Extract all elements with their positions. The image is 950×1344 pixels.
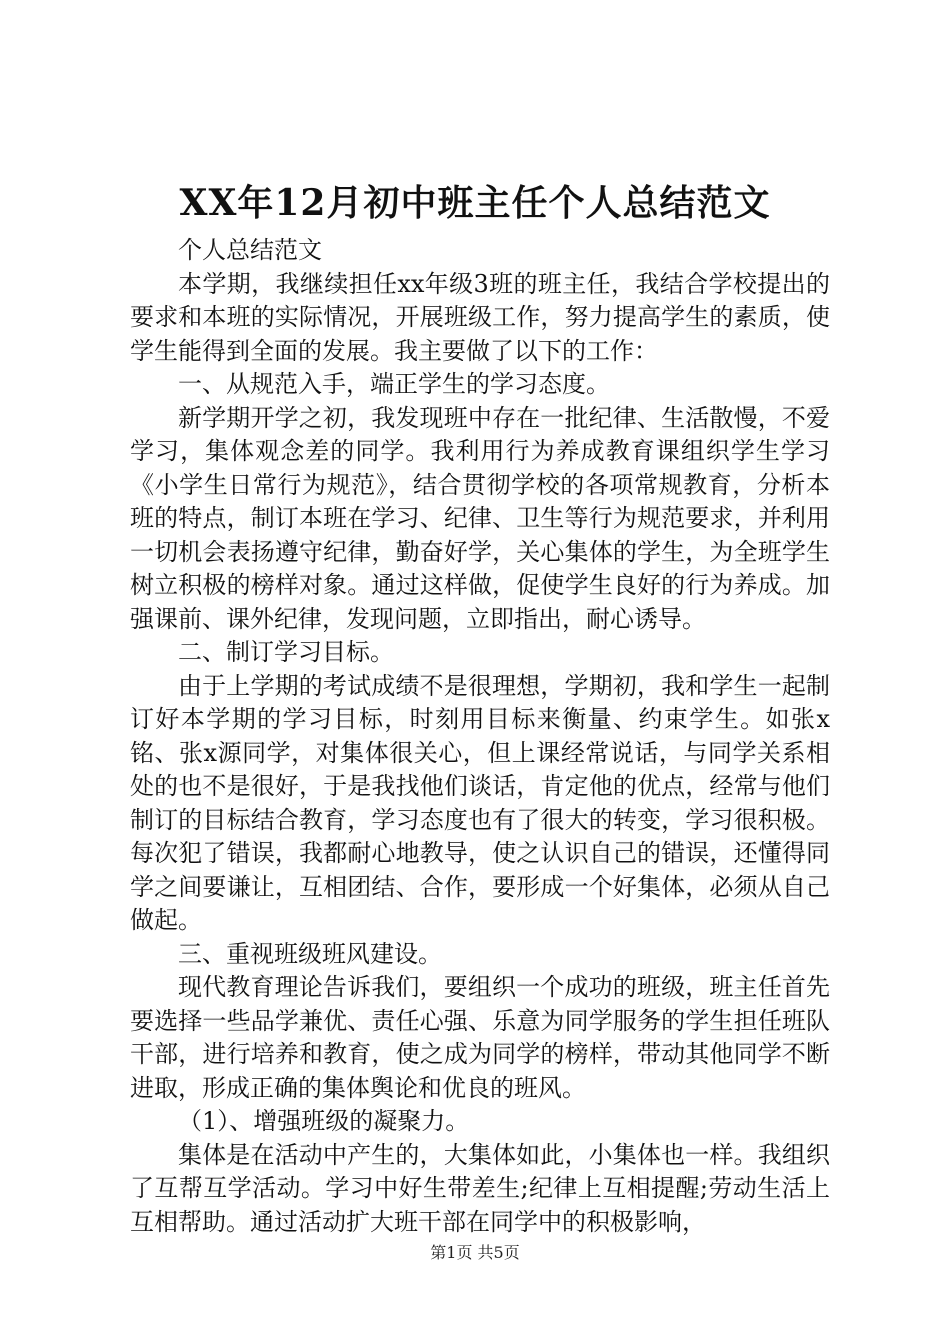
section-heading-1: 一、从规范入手，端正学生的学习态度。	[178, 370, 610, 398]
subsection-heading-1: （1）、增强班级的凝聚力。	[178, 1107, 470, 1135]
paragraph-section-1: 新学期开学之初，我发现班中存在一批纪律、生活散慢，不爱学习，集体观念差的同学。我利用行为养成教育课组织学生学习《小学生日常行为规范》，结合贯彻学校的各项常规教育，分析本班的特点，制订本班在学习、纪律、卫生等行为规范要求，并利用一切机会表扬遵守纪律，勤奋好学，关心集体的学生，为全班学生树立积极的榜样对象。通过这样做，促使学生良好的行为养成。加强课前、课外纪律，发现问题，立即指出，耐心诱导。	[130, 403, 830, 633]
page-footer: 第1页 共5页	[430, 1243, 520, 1262]
paragraph-subtitle: 个人总结范文	[178, 236, 322, 264]
paragraph-section-2: 由于上学期的考试成绩不是很理想，学期初，我和学生一起制订好本学期的学习目标，时刻用目标来衡量、约束学生。如张x铭、张x源同学，对集体很关心，但上课经常说话，与同学关系相处的也不是很好，于是我找他们谈话，肯定他的优点，经常与他们制订的目标结合教育，学习态度也有了很大的转变，学习很积极。每次犯了错误，我都耐心地教导，使之认识自己的错误，还懂得同学之间要谦让，互相团结、合作，要形成一个好集体，必须从自己做起。	[130, 671, 830, 934]
section-heading-3: 三、重视班级班风建设。	[178, 939, 442, 968]
paragraph-intro: 本学期，我继续担任xx年级3班的班主任，我结合学校提出的要求和本班的实际情况，开展班级工作，努力提高学生的素质，使学生能得到全面的发展。我主要做了以下的工作：	[130, 269, 830, 365]
document-body	[130, 234, 830, 1239]
document-title: XX年12月初中班主任个人总结范文	[179, 182, 771, 224]
paragraph-subsection-1: 集体是在活动中产生的，大集体如此，小集体也一样。我组织了互帮互学活动。学习中好生带差生;纪律上互相提醒;劳动生活上互相帮助。通过活动扩大班干部在同学中的积极影响，	[130, 1140, 830, 1236]
paragraph-section-3: 现代教育理论告诉我们，要组织一个成功的班级，班主任首先要选择一些品学兼优、责任心强、乐意为同学服务的学生担任班队干部，进行培养和教育，使之成为同学的榜样，带动其他同学不断进取，形成正确的集体舆论和优良的班风。	[130, 973, 830, 1102]
section-heading-2: 二、制订学习目标。	[178, 638, 394, 666]
